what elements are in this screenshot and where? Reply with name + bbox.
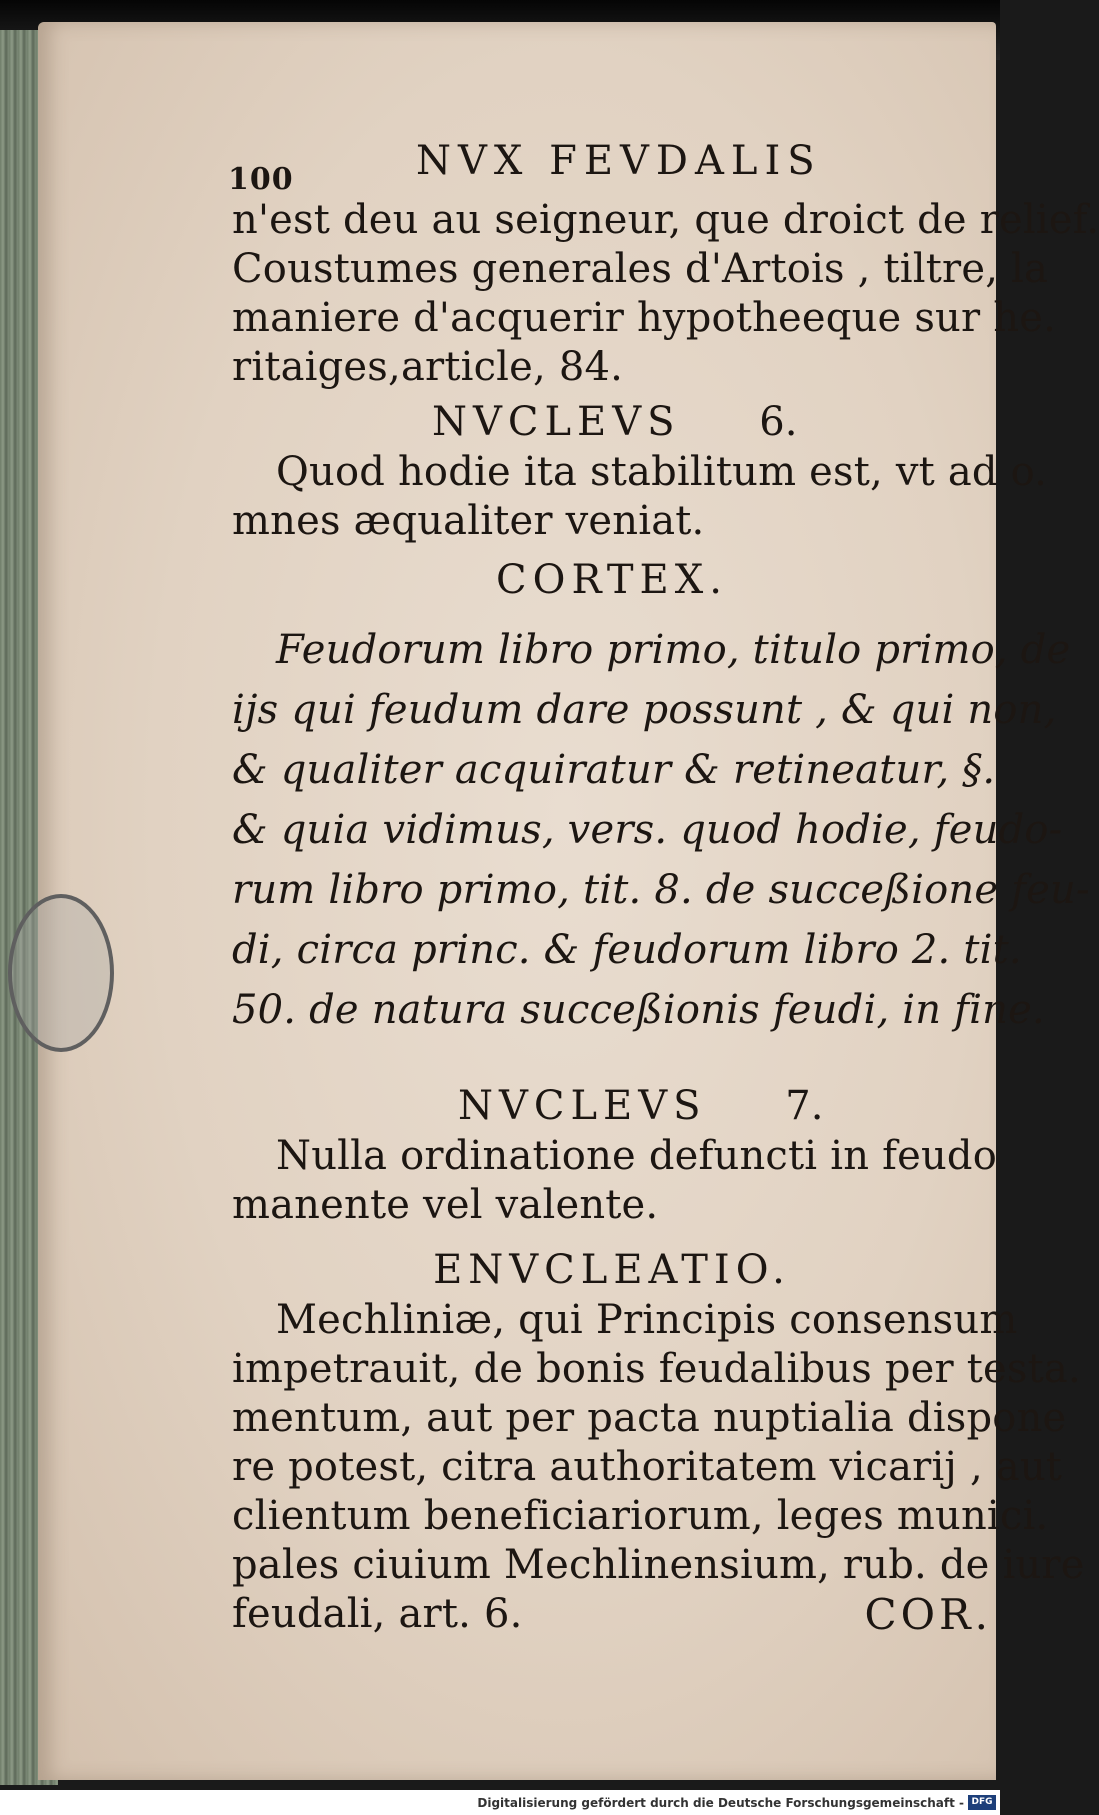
page-text — [228, 138, 1099, 1639]
catchword: COR. — [864, 1590, 992, 1639]
text-line: & quia vidimus, vers. quod hodie, feudo- — [232, 807, 1063, 853]
text-line: Coustumes generales d'Artois , tiltre, la — [232, 246, 1049, 292]
running-head: NVX FEVDALIS — [416, 138, 822, 184]
text-line: manente vel valente. — [232, 1182, 659, 1228]
text-line: mentum, aut per pacta nuptialia dispone — [232, 1395, 1067, 1441]
text-line: di, circa princ. & feudorum libro 2. tit. — [232, 927, 1022, 973]
text-line: 50. de natura succeßionis feudi, in fine. — [232, 987, 1045, 1033]
text-line: Mechliniæ, qui Principis consensum — [276, 1297, 1018, 1343]
text-line: mnes æqualiter veniat. — [232, 498, 705, 544]
text-line: clientum beneficiariorum, leges munici. — [232, 1493, 1049, 1539]
page-clip — [8, 894, 114, 1052]
nucleus-heading — [232, 396, 992, 448]
text-line: maniere d'acquerir hypotheeque sur he. — [232, 295, 1057, 341]
nucleus-title: NVCLEVS — [432, 399, 681, 445]
nucleus-number: 6. — [759, 399, 798, 445]
text-line: pales ciuium Mechlinensium, rub. de iure — [232, 1542, 1085, 1588]
enucleatio-heading: ENVCLEATIO. — [433, 1247, 791, 1293]
text-line: feudali, art. 6. — [232, 1591, 523, 1637]
text-line: impetrauit, de bonis feudalibus per testa. — [232, 1346, 1081, 1392]
text-line: rum libro primo, tit. 8. de succeßione feu- — [232, 867, 1090, 913]
text-line: Feudorum libro primo, titulo primo, de — [276, 627, 1071, 673]
text-line: Nulla ordinatione defuncti in feudo — [276, 1133, 998, 1179]
digitization-footer — [0, 1790, 1000, 1815]
text-line: re potest, citra authoritatem vicarij , aut — [232, 1444, 1063, 1490]
text-line: ritaiges,article, 84. — [232, 344, 624, 390]
dfg-logo-icon: DFG — [968, 1795, 996, 1810]
nucleus-title: NVCLEVS — [458, 1083, 707, 1129]
cortex-heading: CORTEX. — [496, 557, 728, 603]
funding-credit: Digitalisierung gefördert durch die Deutsche Forschungsgemeinschaft - — [477, 1796, 964, 1810]
nucleus-number: 7. — [785, 1083, 824, 1129]
last-text-line — [232, 1590, 992, 1639]
nucleus-heading — [232, 1080, 992, 1132]
text-line: & qualiter acquiratur & retineatur, §. — [232, 747, 996, 793]
page-number: 100 — [228, 162, 294, 197]
text-line: ijs qui feudum dare possunt , & qui non, — [232, 687, 1057, 733]
text-line: n'est deu au seigneur, que droict de relief. — [232, 197, 1099, 243]
text-line: Quod hodie ita stabilitum est, vt ad o. — [276, 449, 1048, 495]
page-header — [228, 138, 992, 197]
